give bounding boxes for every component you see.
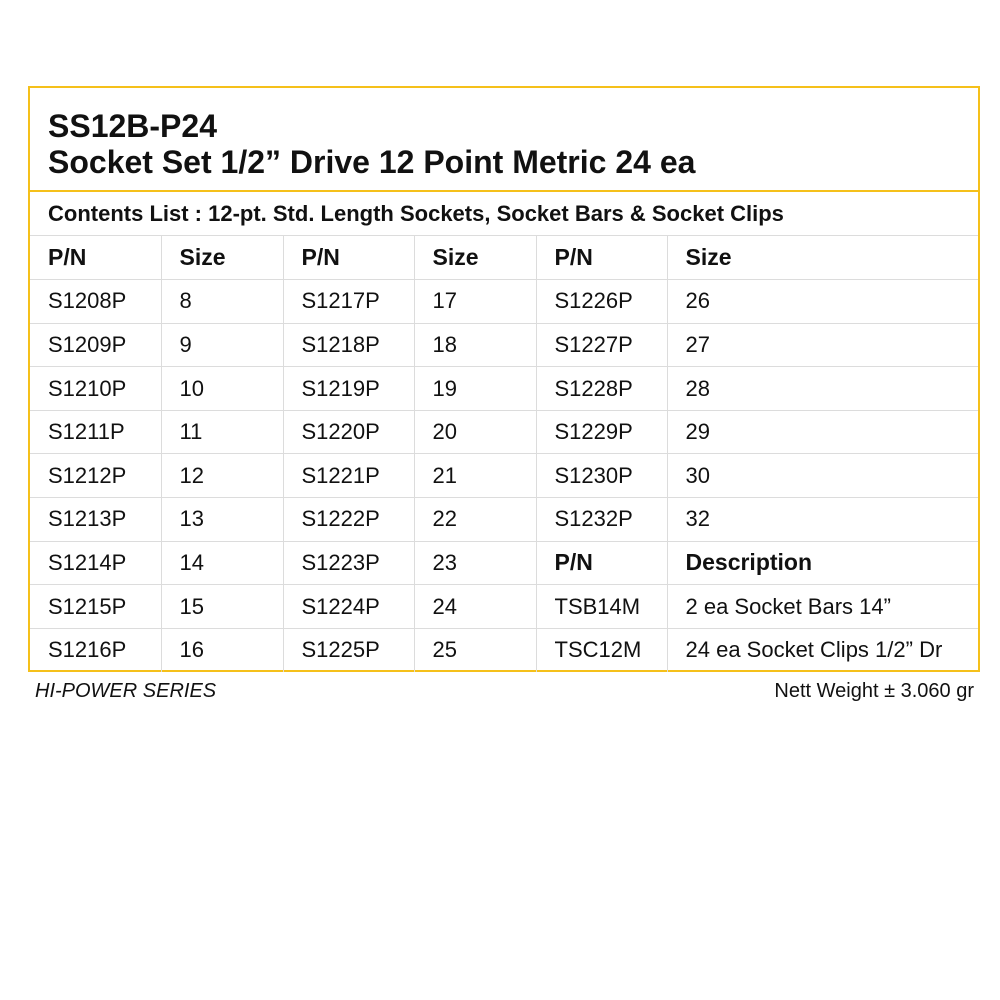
contents-table — [30, 236, 978, 672]
part-number-cell: S1217P — [283, 280, 414, 324]
size-cell: 13 — [161, 498, 283, 542]
part-number-cell: S1219P — [283, 367, 414, 411]
size-cell: 28 — [667, 367, 978, 411]
table-row — [30, 280, 978, 324]
part-number-cell: S1230P — [536, 454, 667, 498]
part-number-cell: S1209P — [30, 323, 161, 367]
part-number-cell: S1213P — [30, 498, 161, 542]
part-number-cell: S1218P — [283, 323, 414, 367]
accessory-part-number-cell: TSC12M — [536, 628, 667, 672]
size-cell: 14 — [161, 541, 283, 585]
table-row — [30, 628, 978, 672]
table-row — [30, 367, 978, 411]
contents-list-label: Contents List : 12-pt. Std. Length Sockets, Socket Bars & Socket Clips — [30, 192, 978, 236]
table-row — [30, 410, 978, 454]
part-number-cell: S1224P — [283, 585, 414, 629]
table-row — [30, 498, 978, 542]
size-cell: 24 — [414, 585, 536, 629]
size-cell: 21 — [414, 454, 536, 498]
size-cell: 9 — [161, 323, 283, 367]
size-cell: 16 — [161, 628, 283, 672]
size-cell: 11 — [161, 410, 283, 454]
accessory-description-cell: 2 ea Socket Bars 14” — [667, 585, 978, 629]
size-cell: 8 — [161, 280, 283, 324]
part-number-cell: S1210P — [30, 367, 161, 411]
table-row — [30, 541, 978, 585]
header-cell: Size — [667, 236, 978, 280]
accessory-header-description: Description — [667, 541, 978, 585]
size-cell: 32 — [667, 498, 978, 542]
part-number-cell: S1222P — [283, 498, 414, 542]
size-cell: 29 — [667, 410, 978, 454]
accessory-header-pn: P/N — [536, 541, 667, 585]
size-cell: 30 — [667, 454, 978, 498]
size-cell: 26 — [667, 280, 978, 324]
product-name: Socket Set 1/2” Drive 12 Point Metric 24 ea — [48, 144, 696, 180]
accessory-description-cell: 24 ea Socket Clips 1/2” Dr — [685, 637, 943, 663]
table-row — [30, 454, 978, 498]
series-label: HI-POWER SERIES — [35, 680, 217, 702]
header-cell: P/N — [536, 236, 667, 280]
size-cell: 10 — [161, 367, 283, 411]
size-cell: 23 — [414, 541, 536, 585]
header-cell: P/N — [283, 236, 414, 280]
part-number-cell: S1220P — [283, 410, 414, 454]
size-cell: 17 — [414, 280, 536, 324]
part-number-cell: S1211P — [30, 410, 161, 454]
size-cell: 27 — [667, 323, 978, 367]
part-number-cell: S1212P — [30, 454, 161, 498]
header-cell: Size — [161, 236, 283, 280]
product-spec-card — [28, 86, 980, 672]
part-number-cell: S1226P — [536, 280, 667, 324]
header-cell: P/N — [30, 236, 161, 280]
part-number-cell: S1215P — [30, 585, 161, 629]
size-cell: 18 — [414, 323, 536, 367]
part-number-cell: S1228P — [536, 367, 667, 411]
size-cell: 20 — [414, 410, 536, 454]
title-block — [30, 88, 978, 192]
size-cell: 12 — [161, 454, 283, 498]
size-cell: 22 — [414, 498, 536, 542]
size-cell: 19 — [414, 367, 536, 411]
nett-weight-label: Nett Weight ± 3.060 gr — [774, 680, 974, 702]
part-number-cell: S1227P — [536, 323, 667, 367]
table-row — [30, 585, 978, 629]
size-cell: 15 — [161, 585, 283, 629]
table-header-row — [30, 236, 978, 280]
part-number-cell: S1214P — [30, 541, 161, 585]
table-row — [30, 323, 978, 367]
size-cell: 25 — [414, 628, 536, 672]
part-number-cell: S1221P — [283, 454, 414, 498]
part-number-cell: S1223P — [283, 541, 414, 585]
part-number-cell: S1225P — [283, 628, 414, 672]
header-cell: Size — [414, 236, 536, 280]
part-number-cell: S1229P — [536, 410, 667, 454]
product-code: SS12B-P24 — [48, 108, 217, 144]
accessory-part-number-cell: TSB14M — [536, 585, 667, 629]
part-number-cell: S1216P — [30, 628, 161, 672]
part-number-cell: S1232P — [536, 498, 667, 542]
part-number-cell: S1208P — [30, 280, 161, 324]
